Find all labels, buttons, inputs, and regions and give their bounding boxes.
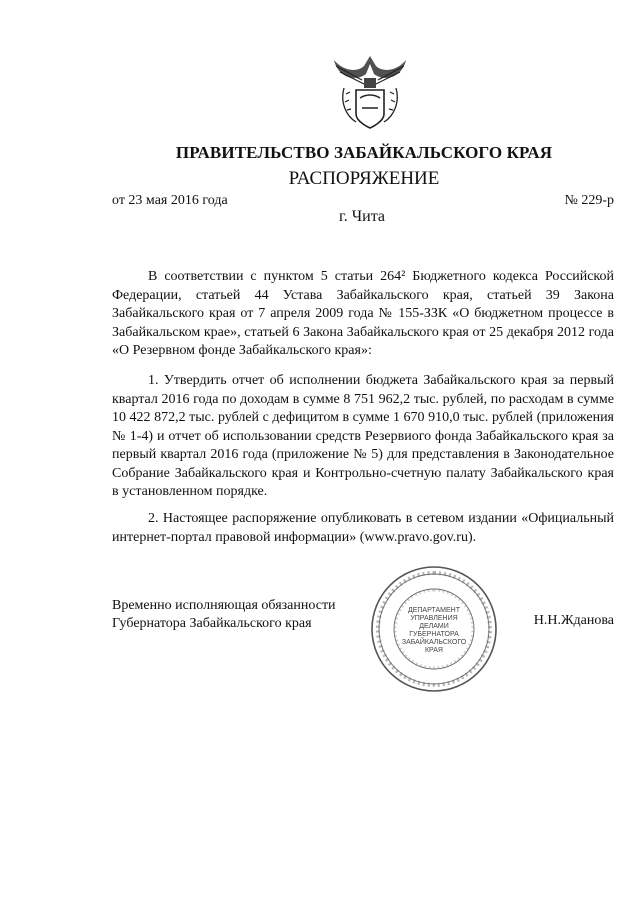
coat-of-arms-emblem bbox=[326, 52, 412, 130]
preamble-text: В соответствии с пунктом 5 статьи 264² Бюджетного кодекса Российской Федерации, статьей 44 Устава Забайкальского края, статьей 39 Закона Забайкальского края от 7 апреля 2009 года № 155-ЗЗК «О бюджетном процессе в Забайкальском крае», статьей 6 Закона Забайкальского края от 25 декабря 2012 года «О Резервном фонде Забайкальского края»: bbox=[112, 269, 614, 358]
signatory-role bbox=[112, 597, 336, 633]
item-2-paragraph bbox=[112, 510, 614, 547]
seal-line-3: ДЕЛАМИ bbox=[419, 623, 449, 630]
official-seal-stamp bbox=[366, 563, 502, 695]
document-date: от 23 мая 2016 года bbox=[112, 193, 228, 208]
item-2-text: 2. Настоящее распоряжение опубликовать в сетевом издании «Официальный интернет-портал правовой информации» (www.pravo.gov.ru). bbox=[112, 511, 614, 545]
signatory-role-line1: Временно исполняющая обязанности bbox=[112, 598, 336, 613]
document-type: РАСПОРЯЖЕНИЕ bbox=[288, 168, 440, 189]
seal-line-6: КРАЯ bbox=[424, 647, 444, 654]
seal-line-1: ДЕПАРТАМЕНТ bbox=[407, 607, 461, 614]
signatory-name: Н.Н.Жданова bbox=[533, 613, 614, 628]
document-number: № 229-р bbox=[564, 193, 614, 208]
seal-line-4: ГУБЕРНАТОРА bbox=[409, 631, 459, 638]
signatory-role-line2: Губернатора Забайкальского края bbox=[112, 616, 312, 631]
item-1-text: 1. Утвердить отчет об исполнении бюджета Забайкальского края за первый квартал 2016 года по доходам в сумме 8 751 962,2 тыс. рублей, по расходам в сумме 10 422 872,2 тыс. рублей с дефицитом в сумме 1 670 910,0 тыс. рублей (приложения № 1-4) и отчет об использовании средств Резервиого фонда Забайкальского края за первый квартал 2016 года (приложение № 5) для представления в Законодательное Собрание Забайкальского края и Контрольно-счетную палату Забайкальского края в установленном порядке. bbox=[112, 373, 614, 499]
item-1-paragraph bbox=[112, 372, 614, 502]
seal-line-5: ЗАБАЙКАЛЬСКОГО bbox=[401, 639, 467, 646]
seal-line-2: УПРАВЛЕНИЯ bbox=[410, 615, 458, 622]
preamble-paragraph bbox=[112, 268, 614, 361]
organization-name: ПРАВИТЕЛЬСТВО ЗАБАЙКАЛЬСКОГО КРАЯ bbox=[175, 143, 553, 162]
document-city: г. Чита bbox=[338, 208, 385, 225]
